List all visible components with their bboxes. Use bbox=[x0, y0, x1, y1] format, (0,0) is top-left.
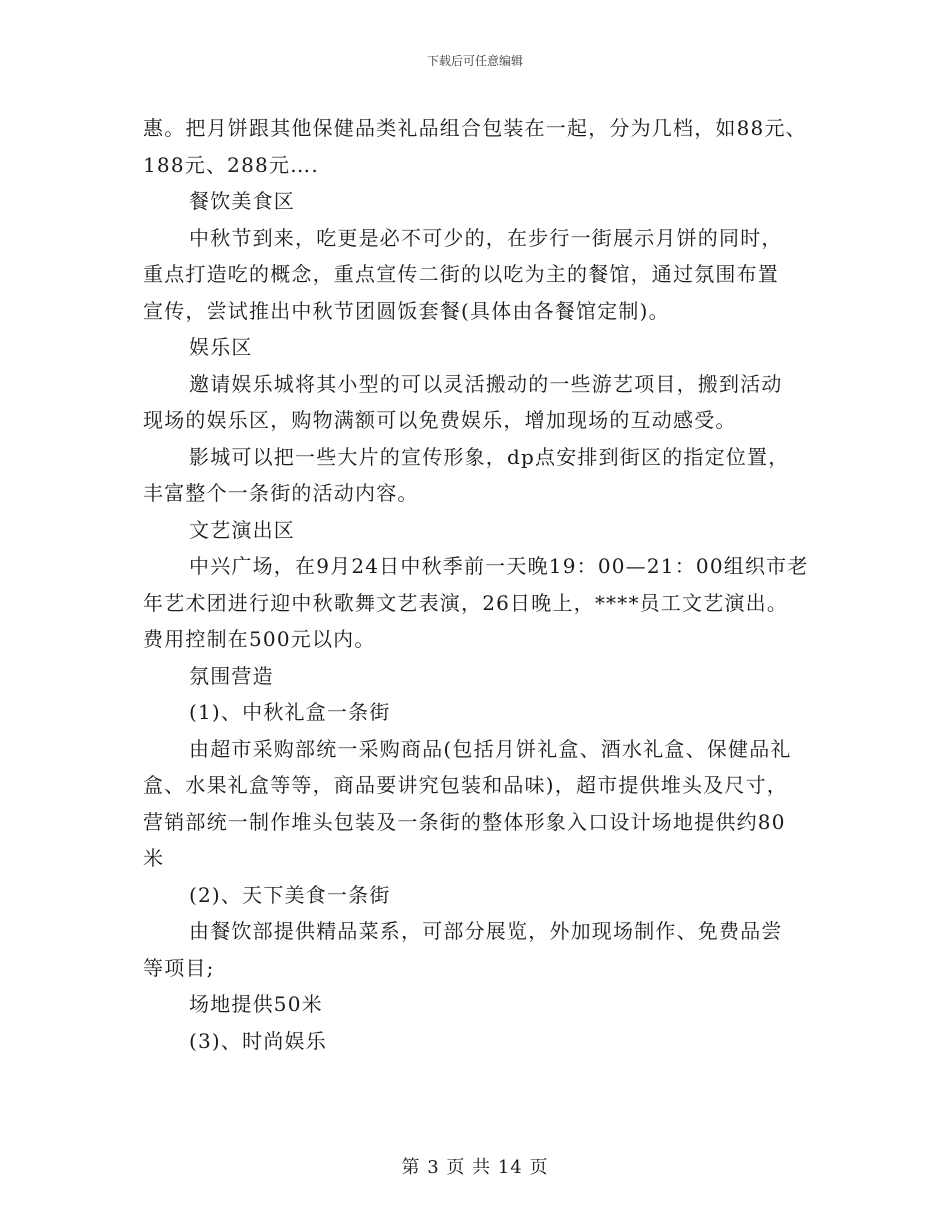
document-body bbox=[143, 110, 815, 1059]
paragraph-line: 氛围营造 bbox=[189, 663, 274, 688]
paragraph-line: 营销部统一制作堆头包装及一条街的整体形象入口设计场地提供约80 bbox=[143, 809, 786, 834]
paragraph-line: 年艺术团进行迎中秋歌舞文艺表演，26日晚上，****员工文艺演出。 bbox=[143, 590, 789, 615]
paragraph-line: 米 bbox=[143, 846, 165, 870]
paragraph-line: (3)、时尚娱乐 bbox=[189, 1028, 327, 1053]
paragraph-line: 等项目; bbox=[143, 955, 215, 980]
paragraph-line: 宣传，尝试推出中秋节团圆饭套餐(具体由各餐馆定制)。 bbox=[143, 298, 670, 323]
paragraph-line: 中兴广场，在9月24日中秋季前一天晚19：00—21：00组织市老 bbox=[189, 554, 809, 578]
paragraph-line: (2)、天下美食一条街 bbox=[189, 882, 391, 907]
paragraph-line: 费用控制在500元以内。 bbox=[143, 627, 376, 651]
paragraph-line: 文艺演出区 bbox=[189, 517, 295, 542]
paragraph-line: 场地提供50米 bbox=[189, 992, 323, 1016]
paragraph-line: 188元、288元…. bbox=[143, 152, 319, 177]
paragraph-line: 由超市采购部统一采购商品(包括月饼礼盒、酒水礼盒、保健品礼 bbox=[189, 736, 792, 761]
paragraph-line: 现场的娱乐区，购物满额可以免费娱乐，增加现场的互动感受。 bbox=[143, 408, 737, 432]
paragraph-line: 丰富整个一条街的活动内容。 bbox=[143, 481, 419, 505]
page-footer: 第 3 页 共 14 页 bbox=[401, 1157, 549, 1178]
paragraph-line: 惠。把月饼跟其他保健品类礼品组合包装在一起，分为几档，如88元、 bbox=[143, 116, 807, 140]
paragraph-line: 餐饮美食区 bbox=[189, 189, 295, 213]
paragraph-line: (1)、中秋礼盒一条街 bbox=[189, 700, 391, 724]
page-header: 下载后可任意编辑 bbox=[426, 54, 523, 68]
paragraph-line: 盒、水果礼盒等等，商品要讲究包装和品味)，超市提供堆头及尺寸， bbox=[143, 773, 789, 797]
paragraph-line: 影城可以把一些大片的宣传形象，dp点安排到街区的指定位置， bbox=[189, 444, 790, 469]
paragraph-line: 中秋节到来，吃更是必不可少的，在步行一街展示月饼的同时， bbox=[189, 225, 783, 250]
paragraph-line: 邀请娱乐城将其小型的可以灵活搬动的一些游艺项目，搬到活动 bbox=[189, 371, 783, 396]
paragraph-line: 重点打造吃的概念，重点宣传二街的以吃为主的餐馆，通过氛围布置 bbox=[143, 262, 779, 286]
paragraph-line: 娱乐区 bbox=[189, 335, 253, 359]
paragraph-line: 由餐饮部提供精品菜系，可部分展览，外加现场制作、免费品尝 bbox=[189, 919, 783, 943]
